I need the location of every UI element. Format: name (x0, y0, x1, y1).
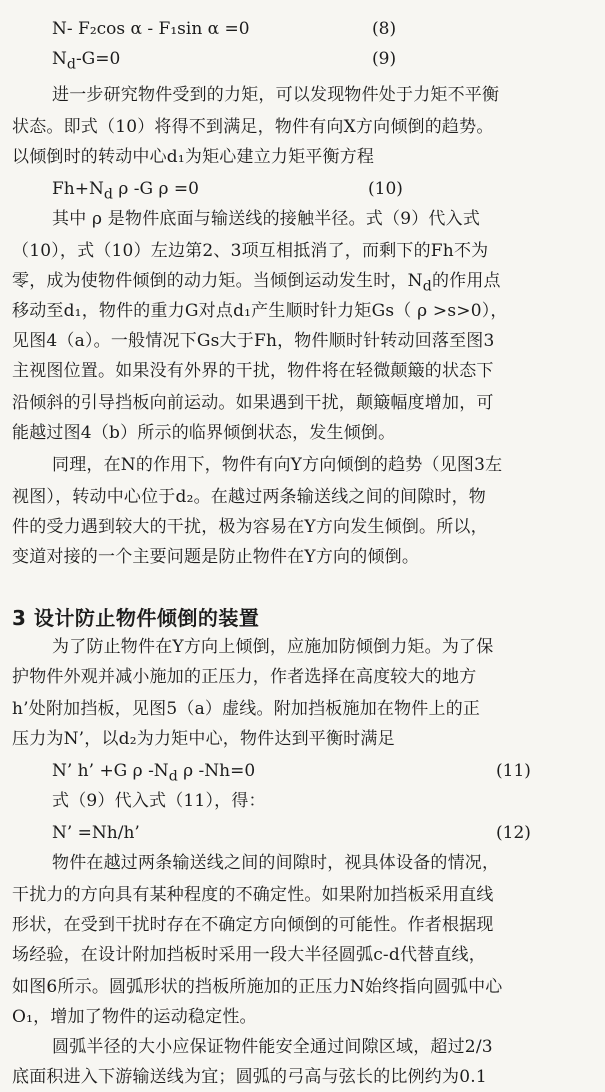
paragraph-line: 式（9）代入式（11），得： (52, 791, 266, 811)
equation-10-number: (10) (368, 179, 403, 199)
paragraph-line: 主视图位置。如果没有外界的干扰，物件将在轻微颠簸的状态下 (12, 361, 494, 381)
paragraph-line: 压力为N’，以d₂为力矩中心，物件达到平衡时满足 (12, 729, 395, 749)
equation-10: $Fh+N_d$ ρ -G ρ =0 (52, 179, 199, 203)
paragraph-line: 件的受力遇到较大的干扰，极为容易在Y方向发生倾倒。所以， (12, 517, 488, 537)
paragraph-line: 场经验，在设计附加挡板时采用一段大半径圆弧c-d代替直线， (12, 945, 486, 965)
paragraph-line: 变道对接的一个主要问题是防止物件在Y方向的倾倒。 (12, 547, 420, 567)
paragraph-line: 物件在越过两条输送线之间的间隙时，视具体设备的情况， (52, 853, 500, 873)
equation-9-number: (9) (372, 49, 397, 69)
paragraph-line: 为了防止物件在Y方向上倾倒，应施加防倾倒力矩。为了保 (52, 637, 494, 657)
paragraph-line: 视图），转动中心位于d₂。在越过两条输送线之间的间隙时，物 (12, 487, 486, 507)
paragraph-line: 进一步研究物件受到的力矩，可以发现物件处于力矩不平衡 (52, 85, 500, 105)
equation-9: $N_d-G=0$ (52, 49, 121, 73)
paragraph-line: 状态。即式（10）将得不到满足，物件有向X方向倾倒的趋势。 (12, 117, 494, 137)
paragraph-line: 同理，在N的作用下，物件有向Y方向倾倒的趋势（见图3左 (52, 455, 503, 475)
paragraph-line: 形状，在受到干扰时存在不确定方向倾倒的可能性。作者根据现 (12, 915, 494, 935)
section-heading: 3 设计防止物件倾倒的装置 (12, 606, 260, 630)
paragraph-line: 零，成为使物件倾倒的动力矩。当倾倒运动发生时，$N_d$的作用点 (12, 271, 501, 292)
equation-8-number: (8) (372, 19, 397, 39)
paragraph-line: O₁，增加了物件的运动稳定性。 (12, 1007, 257, 1027)
paragraph-line: h’处附加挡板，见图5（a）虚线。附加挡板施加在物件上的正 (12, 699, 481, 719)
paragraph-line: 干扰力的方向具有某种程度的不确定性。如果附加挡板采用直线 (12, 885, 494, 905)
paragraph-line: 圆弧半径的大小应保证物件能安全通过间隙区域，超过2/3 (52, 1037, 493, 1057)
equation-12: N’ =Nh/h’ (52, 823, 140, 843)
equation-11-number: (11) (496, 761, 531, 781)
paragraph-line: 以倾倒时的转动中心d₁为矩心建立力矩平衡方程 (12, 147, 375, 167)
paragraph-line: 见图4（a）。一般情况下Gs大于Fh，物件顺时针转动回落至图3 (12, 331, 495, 351)
paragraph-line: 移动至d₁，物件的重力G对点d₁产生顺时针力矩Gs（ ρ >s>0）， (12, 301, 508, 321)
paragraph-line: 底面积进入下游输送线为宜；圆弧的弓高与弦长的比例约为0.1 (12, 1067, 487, 1087)
paragraph-line: 护物件外观并减小施加的正压力，作者选择在高度较大的地方 (12, 667, 477, 687)
paragraph-line: 如图6所示。圆弧形状的挡板所施加的正压力N始终指向圆弧中心 (12, 977, 503, 997)
paragraph-line: 沿倾斜的引导挡板向前运动。如果遇到干扰，颠簸幅度增加，可 (12, 393, 494, 413)
paragraph-line: （10），式（10）左边第2、3项互相抵消了，而剩下的Fh不为 (12, 241, 489, 261)
paragraph-line: 能越过图4（b）所示的临界倾倒状态，发生倾倒。 (12, 423, 396, 443)
equation-11: N’ h’ +G ρ $-N_d$ ρ -Nh=0 (52, 761, 256, 785)
paragraph-line: 其中 ρ 是物件底面与输送线的接触半径。式（9）代入式 (52, 209, 481, 229)
equation-12-number: (12) (496, 823, 531, 843)
equation-8: N- F₂cos α - F₁sin α =0 (52, 19, 250, 39)
